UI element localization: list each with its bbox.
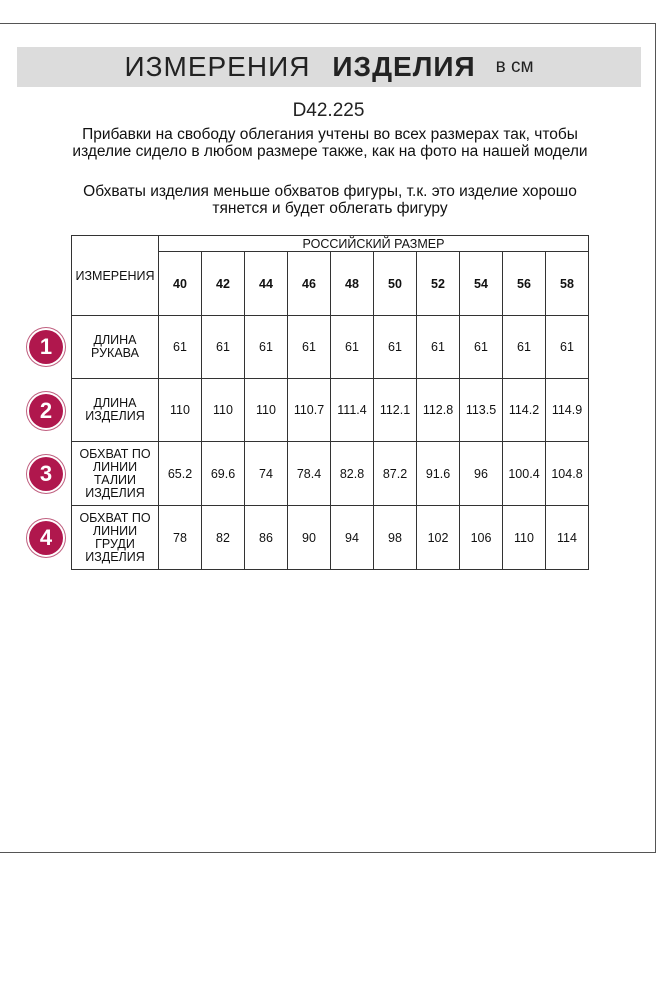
table-cell: 65.2 [159,442,202,506]
fit-note: Прибавки на свободу облегания учтены во всех размерах так, чтобы изделие сидело в любом размере также, как на фото на нашей модели [72,126,588,160]
table-cell: 96 [460,442,503,506]
row-number-badge: 2 [29,394,63,428]
table-cell: 110 [503,506,546,570]
size-table [71,235,589,570]
title-regular: ИЗМЕРЕНИЯ [124,51,311,82]
title-banner [17,47,641,87]
table-cell: 114.2 [503,379,546,442]
size-header: 42 [202,252,245,316]
table-cell: 94 [331,506,374,570]
table-cell: 111.4 [331,379,374,442]
row-number-badge: 4 [29,521,63,555]
row-label-waist-girth: ОБХВАТ ПО ЛИНИИ ТАЛИИ ИЗДЕЛИЯ [72,442,159,506]
table-cell: 106 [460,506,503,570]
table-cell: 86 [245,506,288,570]
russian-size-header: РОССИЙСКИЙ РАЗМЕР [159,236,589,252]
table-row [72,316,589,379]
measurements-header: ИЗМЕРЕНИЯ [72,236,159,316]
table-cell: 91.6 [417,442,460,506]
row-label-sleeve-length: ДЛИНА РУКАВА [72,316,159,379]
table-cell: 112.1 [374,379,417,442]
row-number-badge: 1 [29,330,63,364]
table-cell: 61 [417,316,460,379]
table-cell: 90 [288,506,331,570]
table-cell: 61 [460,316,503,379]
title-unit: в см [495,56,534,77]
table-cell: 98 [374,506,417,570]
table-cell: 113.5 [460,379,503,442]
table-cell: 112.8 [417,379,460,442]
size-header: 50 [374,252,417,316]
table-cell: 114 [546,506,589,570]
size-header: 54 [460,252,503,316]
table-row [72,442,589,506]
table-cell: 100.4 [503,442,546,506]
stretch-note: Обхваты изделия меньше обхватов фигуры, т.к. это изделие хорошо тянется и будет облегать фигуру [83,183,577,217]
table-cell: 110 [202,379,245,442]
row-label-chest-girth: ОБХВАТ ПО ЛИНИИ ГРУДИ ИЗДЕЛИЯ [72,506,159,570]
table-cell: 61 [374,316,417,379]
table-row [72,379,589,442]
size-header: 40 [159,252,202,316]
table-cell: 61 [245,316,288,379]
size-header: 48 [331,252,374,316]
row-number-badge: 3 [29,457,63,491]
table-cell: 61 [202,316,245,379]
table-cell: 61 [503,316,546,379]
table-cell: 87.2 [374,442,417,506]
product-code: D42.225 [292,100,365,121]
size-header: 46 [288,252,331,316]
table-cell: 102 [417,506,460,570]
table-row [72,506,589,570]
table-cell: 74 [245,442,288,506]
table-cell: 61 [159,316,202,379]
size-header: 58 [546,252,589,316]
table-cell: 110 [159,379,202,442]
size-header: 44 [245,252,288,316]
table-cell: 82 [202,506,245,570]
table-cell: 78 [159,506,202,570]
table-cell: 61 [546,316,589,379]
table-cell: 82.8 [331,442,374,506]
title-bold: ИЗДЕЛИЯ [332,51,476,82]
table-cell: 104.8 [546,442,589,506]
table-cell: 110.7 [288,379,331,442]
size-header: 56 [503,252,546,316]
table-cell: 114.9 [546,379,589,442]
row-label-garment-length: ДЛИНА ИЗДЕЛИЯ [72,379,159,442]
table-cell: 110 [245,379,288,442]
size-header: 52 [417,252,460,316]
table-cell: 61 [331,316,374,379]
table-cell: 69.6 [202,442,245,506]
table-cell: 78.4 [288,442,331,506]
table-cell: 61 [288,316,331,379]
